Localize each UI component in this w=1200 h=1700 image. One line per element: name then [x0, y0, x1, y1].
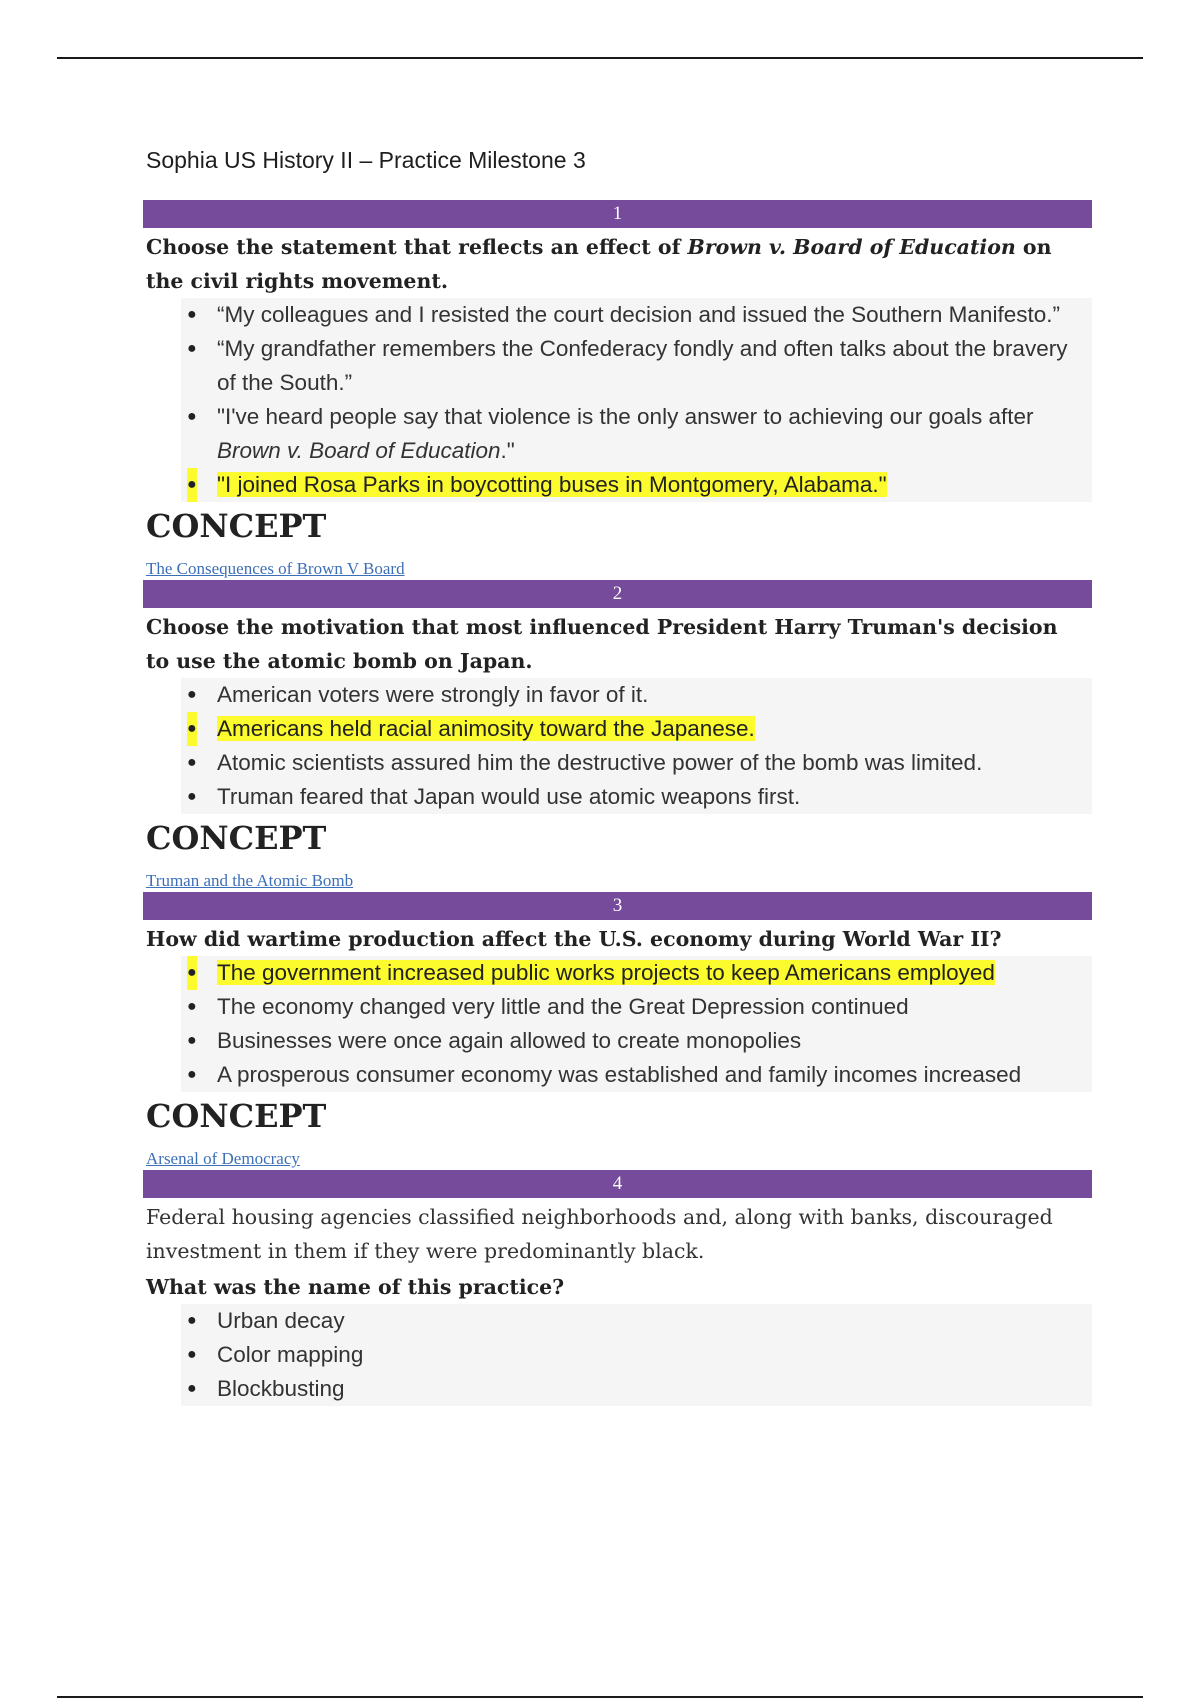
- document-body: [143, 140, 1093, 1406]
- bullet-icon: ●: [187, 998, 197, 1015]
- answer-option-correct[interactable]: ● The government increased public works projects to keep Americans employed: [181, 956, 1092, 990]
- answer-option[interactable]: ● Truman feared that Japan would use atomic weapons first.: [181, 780, 1092, 814]
- question-prompt: Choose the statement that reflects an effect of Brown v. Board of Education on the civil rights movement.: [146, 235, 1052, 293]
- footer-rule: [57, 1696, 1143, 1698]
- answer-list: [181, 956, 1092, 1092]
- answer-option-correct[interactable]: ● "I joined Rosa Parks in boycotting buses in Montgomery, Alabama.": [181, 468, 1092, 502]
- bullet-icon: ●: [187, 956, 197, 990]
- bullet-icon: ●: [187, 754, 197, 771]
- answer-option[interactable]: ● Atomic scientists assured him the destructive power of the bomb was limited.: [181, 746, 1092, 780]
- concept-link[interactable]: Arsenal of Democracy: [146, 1149, 300, 1168]
- answer-option[interactable]: ● Blockbusting: [181, 1372, 1092, 1406]
- question-number-bar: 1: [143, 200, 1092, 228]
- question-prompt: What was the name of this practice?: [146, 1275, 565, 1299]
- concept-link[interactable]: The Consequences of Brown V Board: [146, 559, 405, 578]
- answer-option[interactable]: ● “My grandfather remembers the Confederacy fondly and often talks about the bravery of the South.”: [181, 332, 1092, 400]
- bullet-icon: ●: [187, 1346, 197, 1363]
- question-number-bar: 3: [143, 892, 1092, 920]
- question-number-bar: 2: [143, 580, 1092, 608]
- bullet-icon: ●: [187, 1380, 197, 1397]
- answer-option[interactable]: ● "I've heard people say that violence is the only answer to achieving our goals after Brown v. Board of Education.": [181, 400, 1092, 468]
- concept-heading: CONCEPT: [146, 819, 327, 857]
- document-title: Sophia US History II – Practice Milestone 3: [146, 147, 586, 173]
- bullet-icon: ●: [187, 306, 197, 323]
- bullet-icon: ●: [187, 1312, 197, 1329]
- answer-list: [181, 678, 1092, 814]
- question-4: [143, 1170, 1093, 1406]
- question-prompt: How did wartime production affect the U.S. economy during World War II?: [146, 927, 1002, 951]
- answer-option[interactable]: ● Urban decay: [181, 1304, 1092, 1338]
- bullet-icon: ●: [187, 788, 197, 805]
- question-number-bar: 4: [143, 1170, 1092, 1198]
- bullet-icon: ●: [187, 340, 197, 357]
- bullet-icon: ●: [187, 1032, 197, 1049]
- bullet-icon: ●: [187, 712, 197, 746]
- answer-option[interactable]: ● “My colleagues and I resisted the court decision and issued the Southern Manifesto.”: [181, 298, 1092, 332]
- answer-option[interactable]: ● Color mapping: [181, 1338, 1092, 1372]
- question-1: [143, 200, 1093, 580]
- bullet-icon: ●: [187, 1066, 197, 1083]
- question-context: Federal housing agencies classified neighborhoods and, along with banks, discouraged investment in them if they were predominantly black.: [146, 1205, 1053, 1263]
- question-2: [143, 580, 1093, 892]
- answer-option[interactable]: ● A prosperous consumer economy was established and family incomes increased: [181, 1058, 1092, 1092]
- question-3: [143, 892, 1093, 1170]
- answer-option[interactable]: ● American voters were strongly in favor of it.: [181, 678, 1092, 712]
- header-rule: [57, 57, 1143, 59]
- answer-list: [181, 298, 1092, 502]
- concept-heading: CONCEPT: [146, 507, 327, 545]
- concept-heading: CONCEPT: [146, 1097, 327, 1135]
- answer-option[interactable]: ● Businesses were once again allowed to create monopolies: [181, 1024, 1092, 1058]
- answer-list: [181, 1304, 1092, 1406]
- bullet-icon: ●: [187, 686, 197, 703]
- concept-link[interactable]: Truman and the Atomic Bomb: [146, 871, 354, 890]
- question-prompt: Choose the motivation that most influenced President Harry Truman's decision to use the atomic bomb on Japan.: [146, 615, 1058, 673]
- bullet-icon: ●: [187, 468, 197, 502]
- answer-option-correct[interactable]: ● Americans held racial animosity toward the Japanese.: [181, 712, 1092, 746]
- bullet-icon: ●: [187, 408, 197, 425]
- answer-option[interactable]: ● The economy changed very little and the Great Depression continued: [181, 990, 1092, 1024]
